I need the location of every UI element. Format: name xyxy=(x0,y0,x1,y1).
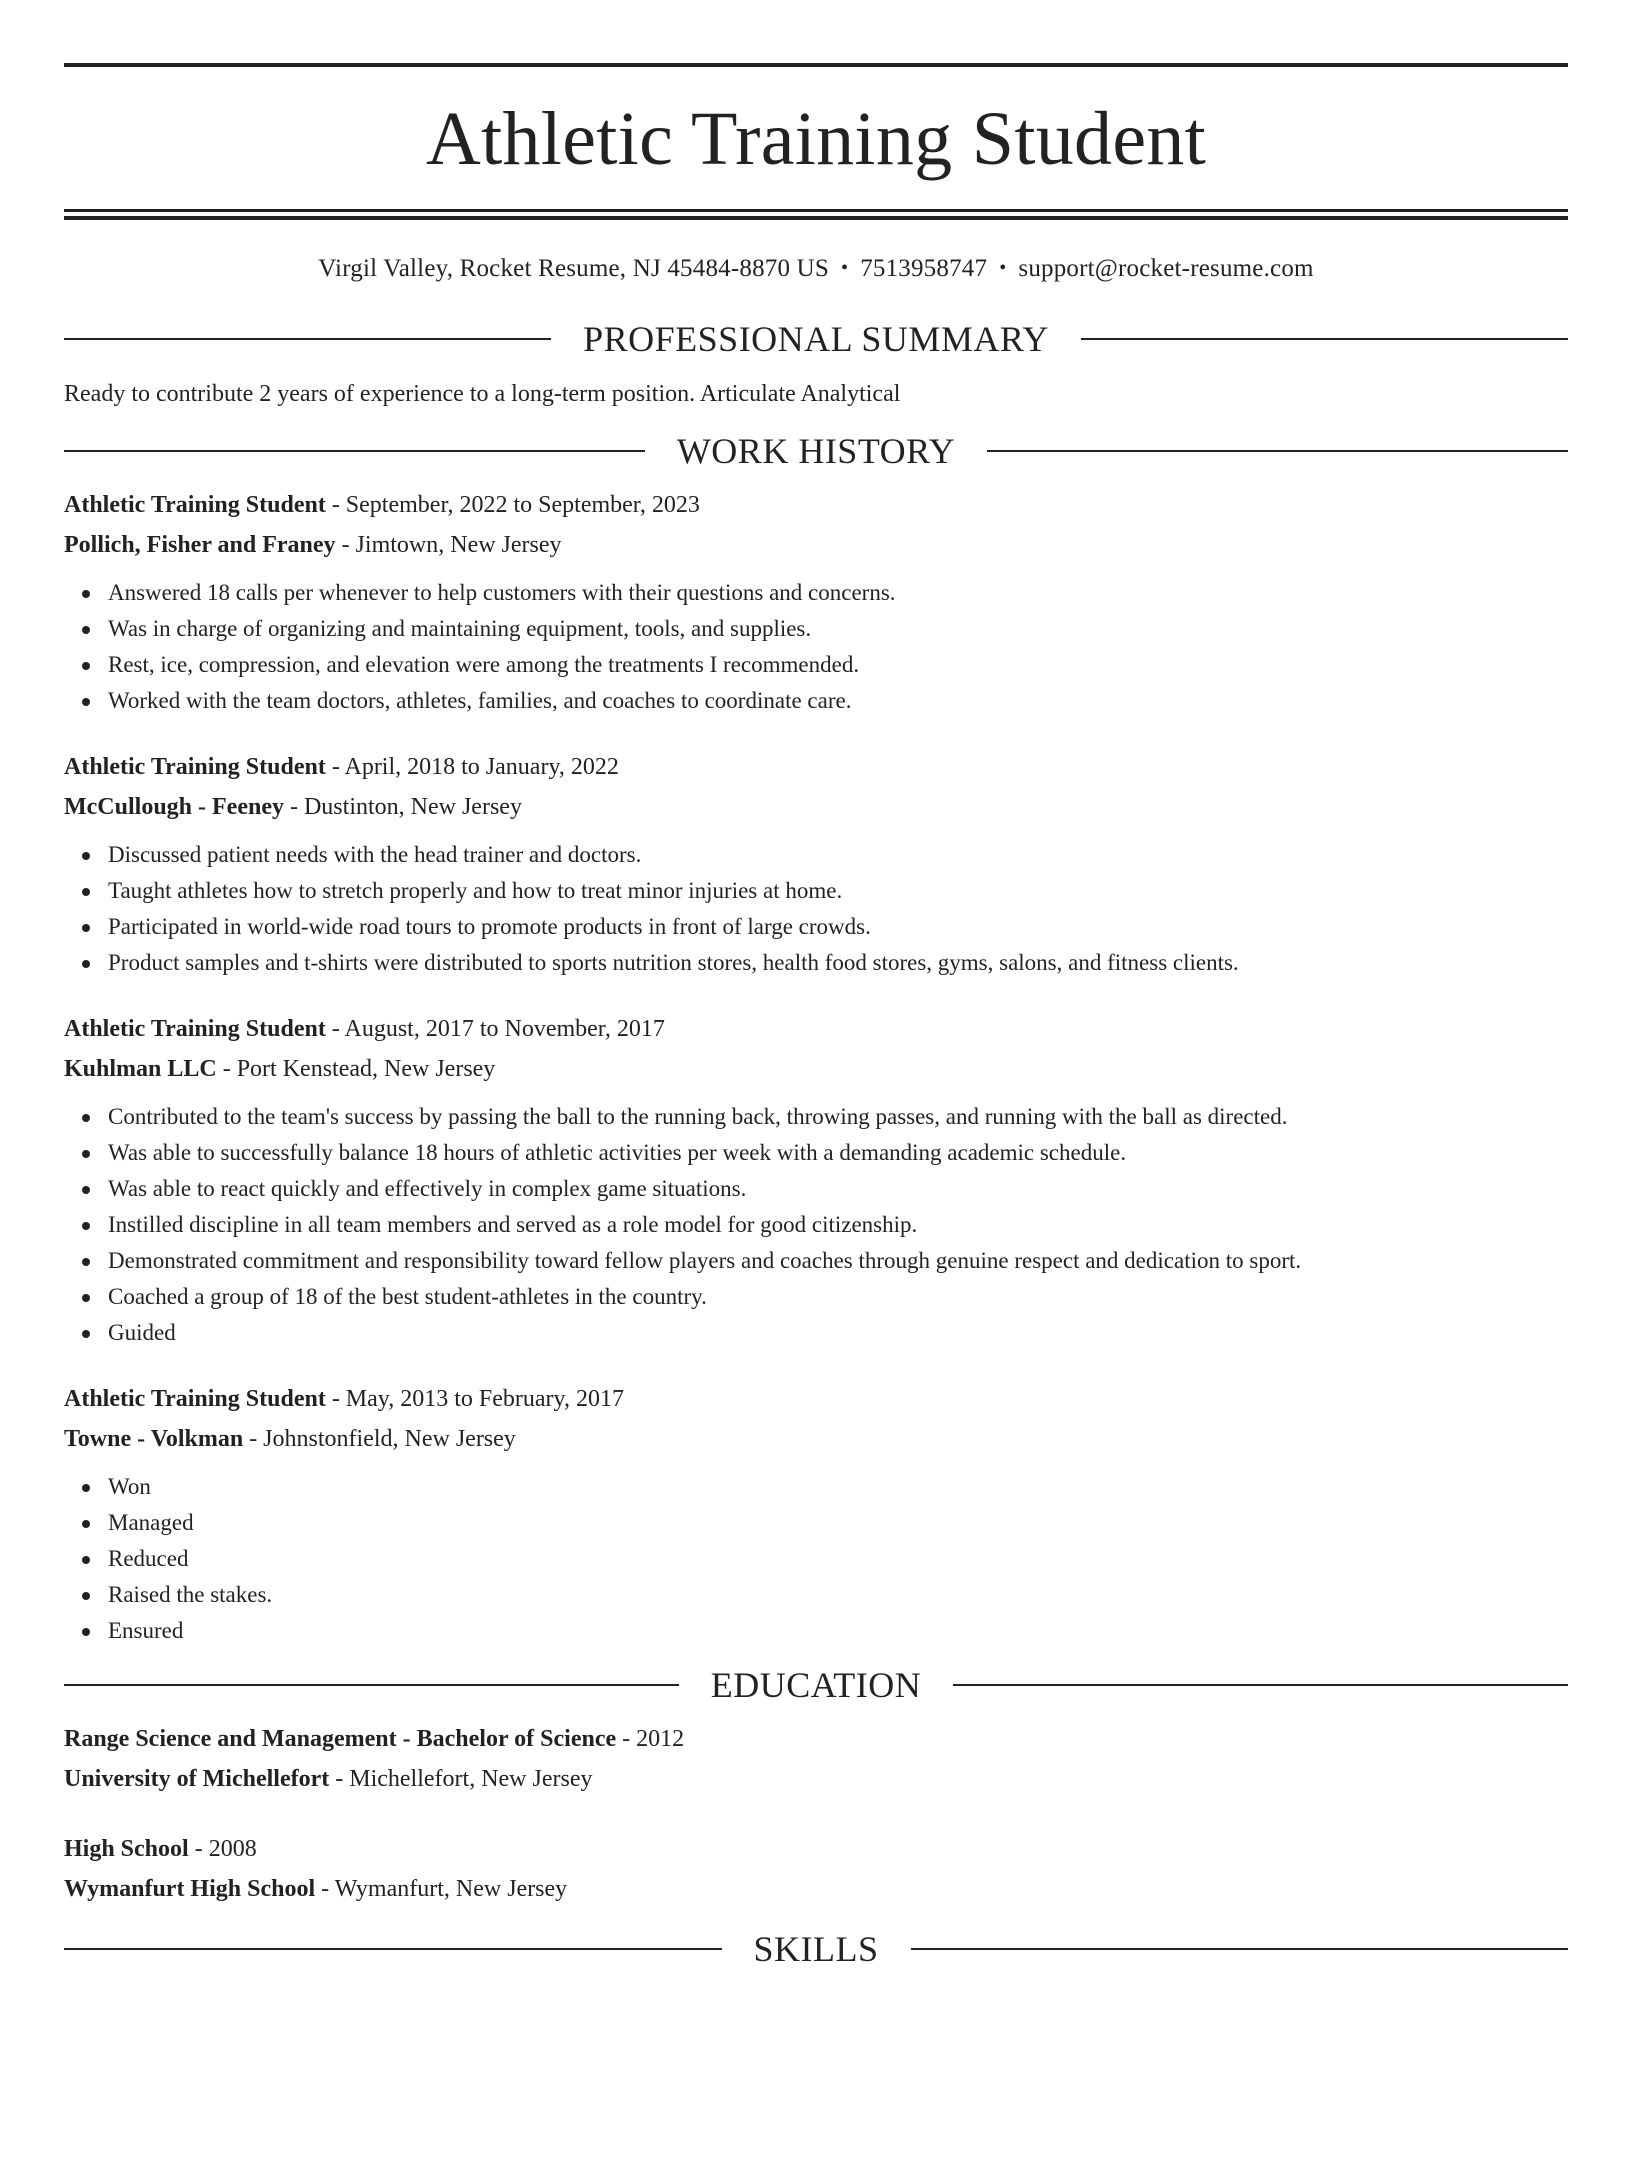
section-heading-education xyxy=(64,1663,1568,1707)
heading-rule xyxy=(953,1684,1568,1686)
education-location: - Michellefort, New Jersey xyxy=(329,1766,593,1792)
contact-separator: • xyxy=(999,257,1007,279)
job-company: Pollich, Fisher and Franey xyxy=(64,532,336,558)
job-entry xyxy=(64,1379,1568,1649)
job-bullet: Coached a group of 18 of the best student-athletes in the country. xyxy=(108,1279,1568,1315)
job-bullet: Was able to successfully balance 18 hours of athletic activities per week with a demanding academic schedule. xyxy=(108,1135,1568,1171)
job-bullet: Managed xyxy=(108,1505,1568,1541)
header-double-rule xyxy=(64,209,1568,220)
education-year: - 2012 xyxy=(616,1726,685,1752)
job-bullets xyxy=(64,575,1568,719)
job-bullet: Participated in world-wide road tours to promote products in front of large crowds. xyxy=(108,909,1568,945)
education-entry xyxy=(64,1829,1568,1909)
contact-address: Virgil Valley, Rocket Resume, NJ 45484-8870 US xyxy=(318,255,829,282)
job-location: - Dustinton, New Jersey xyxy=(283,794,522,820)
job-title-line xyxy=(64,485,1568,525)
education-school-line xyxy=(64,1869,1568,1909)
job-company-line xyxy=(64,1419,1568,1459)
education-degree-line xyxy=(64,1719,1568,1759)
section-title: EDUCATION xyxy=(710,1665,922,1705)
contact-separator: • xyxy=(840,257,849,279)
heading-rule xyxy=(1081,338,1568,340)
job-entry xyxy=(64,747,1568,981)
education-school: University of Michellefort xyxy=(64,1766,330,1792)
section-title: SKILLS xyxy=(753,1929,879,1969)
job-bullets xyxy=(64,1099,1568,1351)
education-degree-line xyxy=(64,1829,1568,1869)
section-title: PROFESSIONAL SUMMARY xyxy=(583,319,1049,359)
education-year: - 2008 xyxy=(188,1836,257,1862)
heading-rule xyxy=(911,1948,1569,1950)
job-title-line xyxy=(64,1379,1568,1419)
job-bullet: Taught athletes how to stretch properly and how to treat minor injuries at home. xyxy=(108,873,1568,909)
job-company-line xyxy=(64,525,1568,565)
education-degree: Range Science and Management - Bachelor of Science xyxy=(64,1726,617,1752)
education-location: - Wymanfurt, New Jersey xyxy=(315,1876,568,1902)
heading-rule xyxy=(987,450,1568,452)
contact-line xyxy=(64,252,1568,287)
job-bullet: Answered 18 calls per whenever to help customers with their questions and concerns. xyxy=(108,575,1568,611)
job-entry xyxy=(64,1009,1568,1351)
job-bullet: Product samples and t-shirts were distributed to sports nutrition stores, health food stores, gyms, salons, and fitness clients. xyxy=(108,945,1568,981)
contact-email[interactable]: support@rocket-resume.com xyxy=(1018,255,1314,282)
job-dates: - May, 2013 to February, 2017 xyxy=(325,1386,624,1412)
section-heading-work-history xyxy=(64,429,1568,473)
heading-rule xyxy=(64,1684,679,1686)
resume-name: Athletic Training Student xyxy=(425,97,1207,181)
education-degree: High School xyxy=(64,1836,189,1862)
job-bullets xyxy=(64,837,1568,981)
job-bullet: Contributed to the team's success by passing the ball to the running back, throwing passes, and running with the ball as directed. xyxy=(108,1099,1568,1135)
job-bullet: Demonstrated commitment and responsibility toward fellow players and coaches through genuine respect and dedication to sport. xyxy=(108,1243,1568,1279)
job-bullet: Discussed patient needs with the head trainer and doctors. xyxy=(108,837,1568,873)
header-top-rule xyxy=(64,63,1568,67)
job-company: Towne - Volkman xyxy=(64,1426,244,1452)
job-bullet: Instilled discipline in all team members and served as a role model for good citizenship. xyxy=(108,1207,1568,1243)
heading-rule xyxy=(64,338,551,340)
section-title: WORK HISTORY xyxy=(676,431,956,471)
job-bullet: Raised the stakes. xyxy=(108,1577,1568,1613)
job-company: McCullough - Feeney xyxy=(64,794,284,820)
job-bullet: Worked with the team doctors, athletes, families, and coaches to coordinate care. xyxy=(108,683,1568,719)
job-title: Athletic Training Student xyxy=(64,1386,326,1412)
job-bullet: Guided xyxy=(108,1315,1568,1351)
education-entry xyxy=(64,1719,1568,1799)
job-company-line xyxy=(64,1049,1568,1089)
job-company: Kuhlman LLC xyxy=(64,1056,217,1082)
section-heading-summary xyxy=(64,317,1568,361)
job-location: - Jimtown, New Jersey xyxy=(335,532,562,558)
job-title-line xyxy=(64,747,1568,787)
job-bullet: Was able to react quickly and effectively in complex game situations. xyxy=(108,1171,1568,1207)
job-title: Athletic Training Student xyxy=(64,754,326,780)
job-title: Athletic Training Student xyxy=(64,492,326,518)
heading-rule xyxy=(64,1948,722,1950)
job-bullet: Reduced xyxy=(108,1541,1568,1577)
job-company-line xyxy=(64,787,1568,827)
job-bullet: Rest, ice, compression, and elevation were among the treatments I recommended. xyxy=(108,647,1568,683)
job-dates: - September, 2022 to September, 2023 xyxy=(325,492,700,518)
job-location: - Port Kenstead, New Jersey xyxy=(216,1056,496,1082)
job-bullet: Won xyxy=(108,1469,1568,1505)
summary-text: Ready to contribute 2 years of experience to a long-term position. Articulate Analytical xyxy=(64,381,901,407)
section-heading-skills xyxy=(64,1927,1568,1971)
contact-phone[interactable]: 7513958747 xyxy=(860,255,988,282)
job-bullets xyxy=(64,1469,1568,1649)
job-entry xyxy=(64,485,1568,719)
job-title-line xyxy=(64,1009,1568,1049)
job-location: - Johnstonfield, New Jersey xyxy=(243,1426,516,1452)
job-bullet: Was in charge of organizing and maintaining equipment, tools, and supplies. xyxy=(108,611,1568,647)
job-title: Athletic Training Student xyxy=(64,1016,326,1042)
job-bullet: Ensured xyxy=(108,1613,1568,1649)
education-school: Wymanfurt High School xyxy=(64,1876,316,1902)
heading-rule xyxy=(64,450,645,452)
job-dates: - August, 2017 to November, 2017 xyxy=(325,1016,665,1042)
resume-page xyxy=(0,63,1632,2175)
job-dates: - April, 2018 to January, 2022 xyxy=(325,754,619,780)
education-school-line xyxy=(64,1759,1568,1799)
